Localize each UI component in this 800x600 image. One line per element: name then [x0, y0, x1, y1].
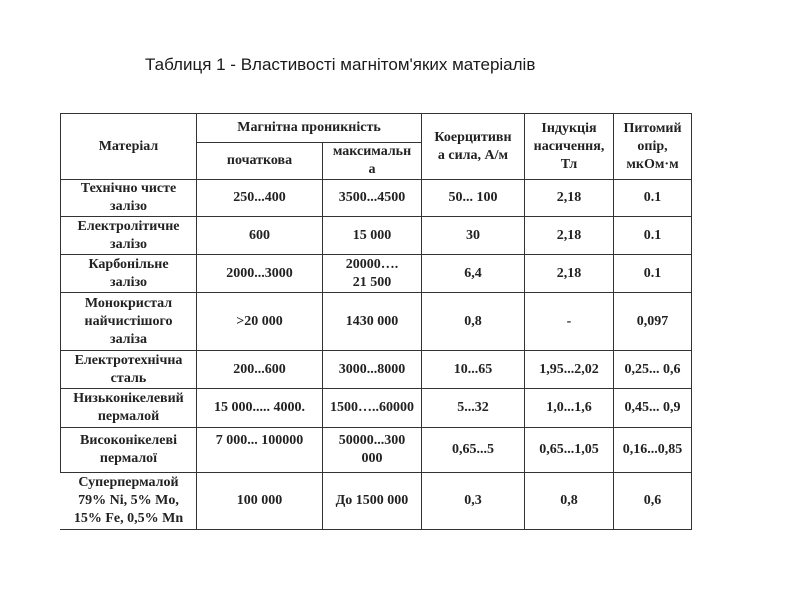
cell-initial: 2000...3000	[197, 255, 323, 293]
cell-resistivity: 0,45... 0,9	[614, 389, 692, 428]
cell-resistivity: 0.1	[614, 217, 692, 255]
header-initial: початкова	[197, 143, 323, 180]
cell-resistivity: 0.1	[614, 180, 692, 217]
cell-material: Високонікелеві пермалої	[61, 428, 197, 473]
cell-initial: 7 000... 100000	[197, 428, 323, 473]
table-row	[61, 293, 692, 351]
header-saturation-induction: Індукція насичення, Тл	[525, 114, 614, 180]
cell-material: Карбонільне залізо	[61, 255, 197, 293]
cell-resistivity: 0,16...0,85	[614, 428, 692, 473]
header-coercive-force: Коерцитивн а сила, А/м	[422, 114, 525, 180]
cell-maximal: 3500...4500	[323, 180, 422, 217]
cell-coercive: 30	[422, 217, 525, 255]
cell-maximal: 15 000	[323, 217, 422, 255]
cell-material: Електротехнічна сталь	[61, 351, 197, 389]
cell-initial: 600	[197, 217, 323, 255]
table-caption: Таблиця 1 - Властивості магнітом'яких матеріалів	[145, 55, 536, 74]
header-row	[61, 114, 692, 143]
header-maximal: максимальн а	[323, 143, 422, 180]
table-row	[61, 255, 692, 293]
cell-resistivity: 0.1	[614, 255, 692, 293]
header-permeability: Магнітна проникність	[197, 114, 422, 143]
header-material: Матеріал	[61, 114, 197, 180]
cell-induction: 1,0...1,6	[525, 389, 614, 428]
table-row	[61, 473, 692, 530]
table-row	[61, 217, 692, 255]
cell-maximal: 1430 000	[323, 293, 422, 351]
cell-coercive: 0,3	[422, 473, 525, 530]
cell-induction: 2,18	[525, 180, 614, 217]
cell-induction: 0,8	[525, 473, 614, 530]
cell-resistivity: 0,25... 0,6	[614, 351, 692, 389]
cell-material: Низьконікелевий пермалой	[61, 389, 197, 428]
cell-initial: 250...400	[197, 180, 323, 217]
cell-maximal: 1500…..60000	[323, 389, 422, 428]
cell-coercive: 0,65...5	[422, 428, 525, 473]
cell-coercive: 0,8	[422, 293, 525, 351]
cell-coercive: 10...65	[422, 351, 525, 389]
cell-induction: -	[525, 293, 614, 351]
cell-material: Технічно чисте залізо	[61, 180, 197, 217]
cell-material: Електролітичне залізо	[61, 217, 197, 255]
cell-initial: 100 000	[197, 473, 323, 530]
cell-initial: 15 000..... 4000.	[197, 389, 323, 428]
cell-coercive: 5...32	[422, 389, 525, 428]
table-row	[61, 389, 692, 428]
table-row	[61, 351, 692, 389]
cell-maximal: 50000...300 000	[323, 428, 422, 473]
cell-induction: 2,18	[525, 255, 614, 293]
cell-resistivity: 0,097	[614, 293, 692, 351]
cell-material: Монокристал найчистішого заліза	[61, 293, 197, 351]
header-resistivity: Питомий опір, мкОм·м	[614, 114, 692, 180]
cell-coercive: 6,4	[422, 255, 525, 293]
table-row	[61, 180, 692, 217]
cell-maximal: 3000...8000	[323, 351, 422, 389]
cell-maximal: До 1500 000	[323, 473, 422, 530]
table-row	[61, 428, 692, 473]
cell-initial: 200...600	[197, 351, 323, 389]
cell-initial: >20 000	[197, 293, 323, 351]
cell-maximal: 20000…. 21 500	[323, 255, 422, 293]
cell-induction: 1,95...2,02	[525, 351, 614, 389]
materials-properties-table	[60, 113, 692, 530]
cell-induction: 2,18	[525, 217, 614, 255]
cell-induction: 0,65...1,05	[525, 428, 614, 473]
cell-coercive: 50... 100	[422, 180, 525, 217]
cell-material: Суперпермалой 79% Ni, 5% Mo, 15% Fe, 0,5% Mn	[61, 473, 197, 530]
cell-resistivity: 0,6	[614, 473, 692, 530]
